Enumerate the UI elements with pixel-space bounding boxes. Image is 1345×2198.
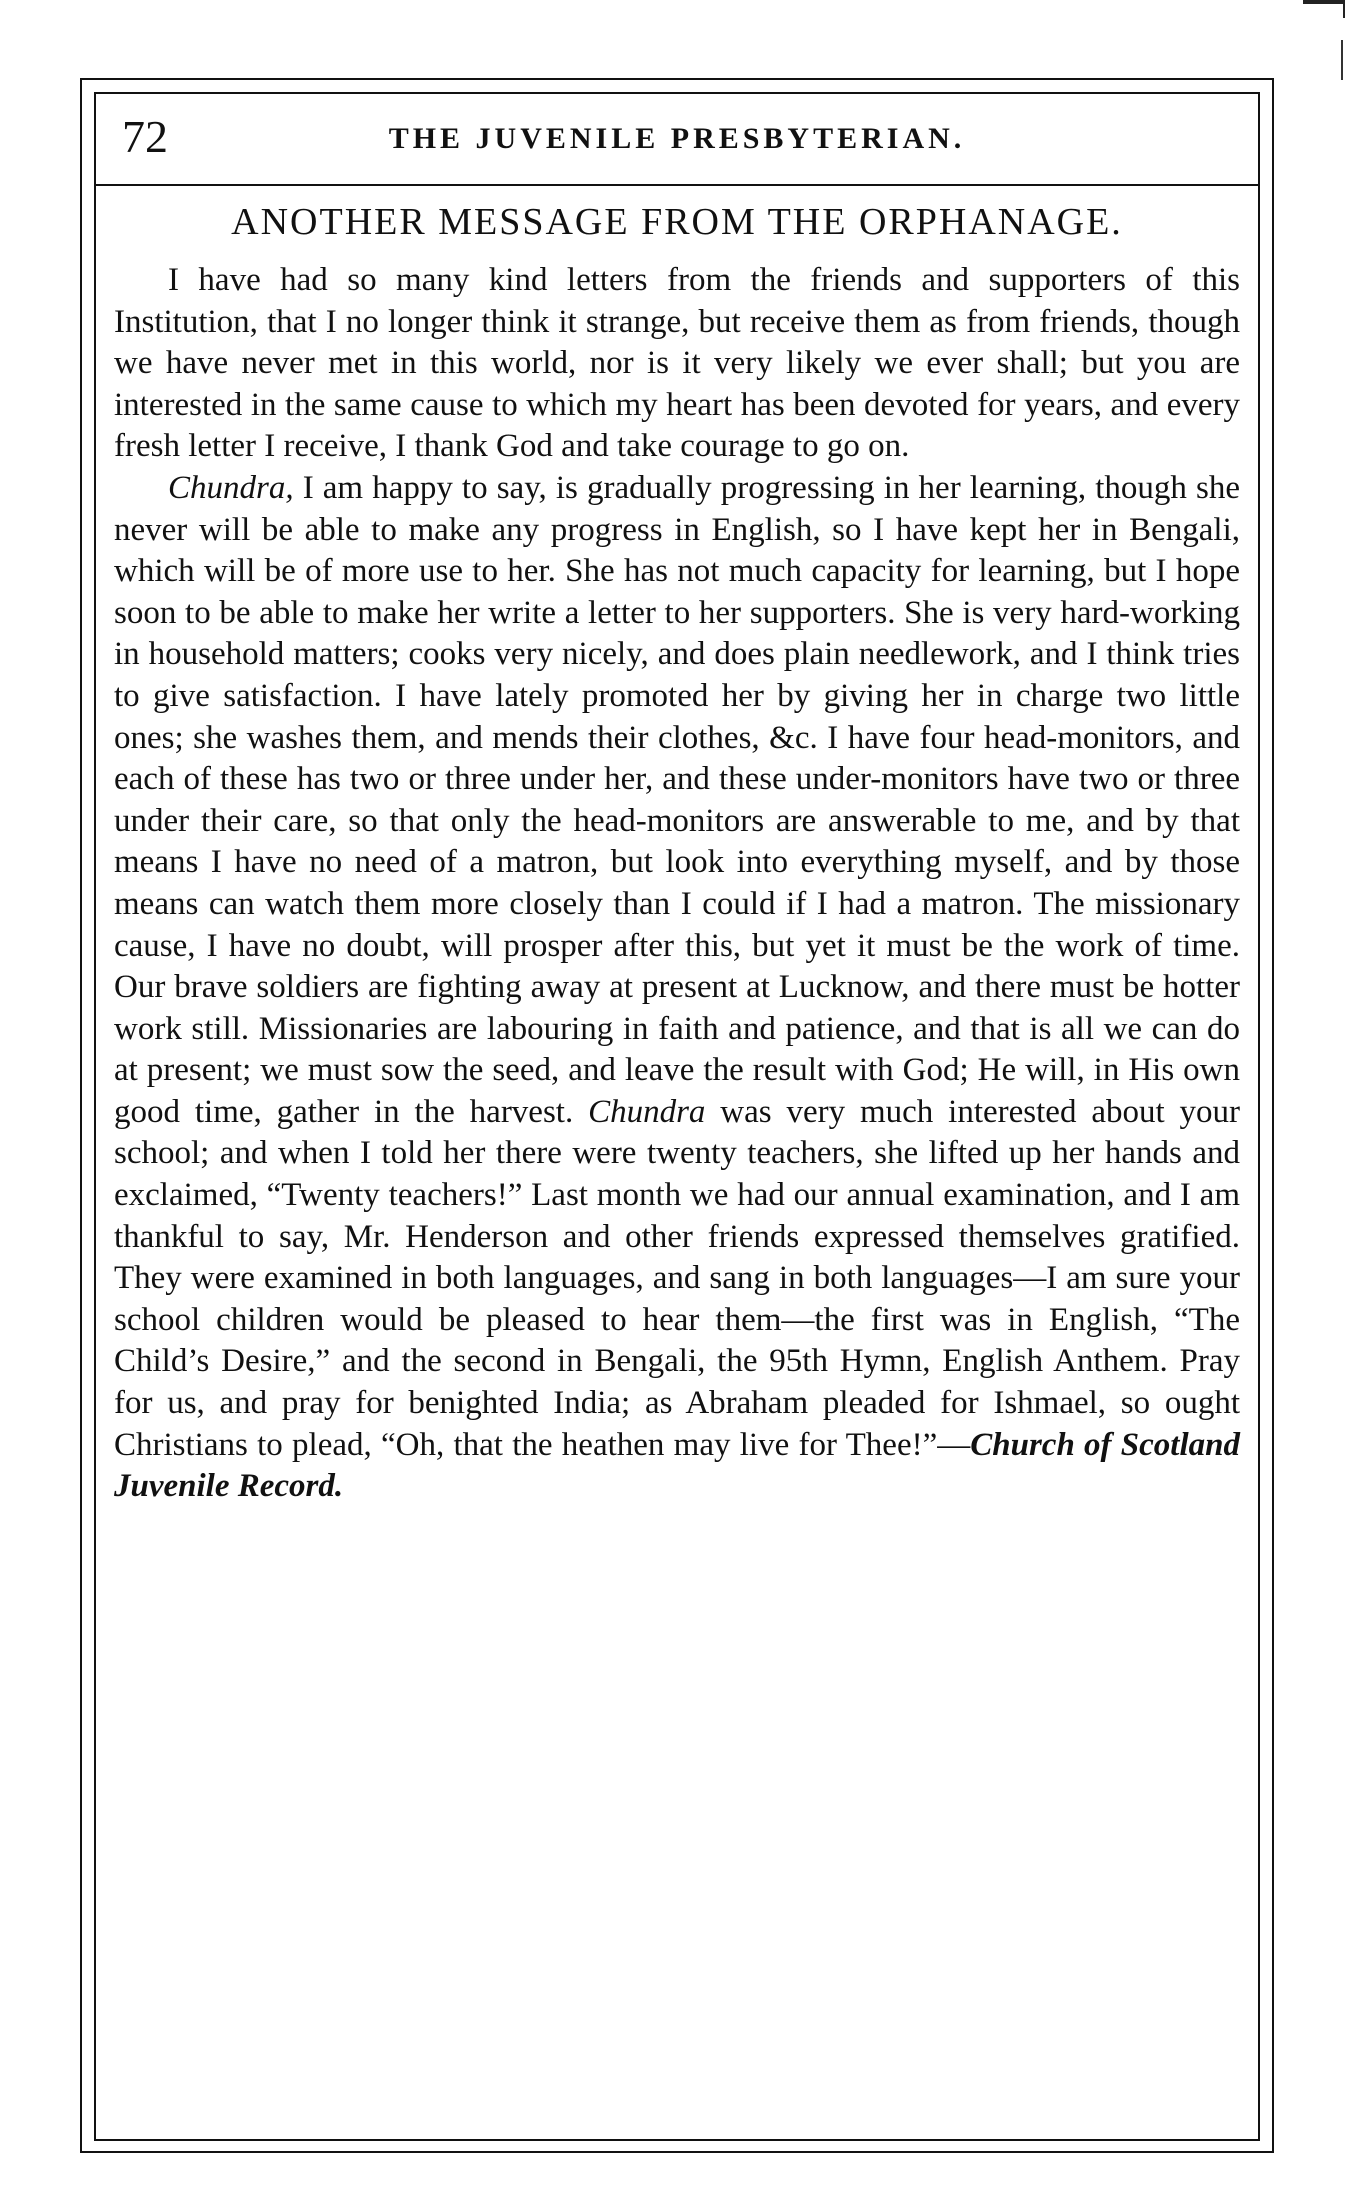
scan-edge-mark — [1303, 0, 1345, 18]
name-chundra: Chundra, — [168, 469, 294, 506]
page-number: 72 — [122, 111, 168, 162]
source-citation: Church of Scotland Juvenile Record. — [114, 1426, 1240, 1505]
paragraph-2-text-a: I am happy to say, is gradually progressing in her learning, though she never will be able to make any progress in English, so I have kept her in Bengali, which will be of more use to her. She has not much capacity for learning, but I hope soon to be able to make her write a letter to her supporters. She is very hard-working in household matters; cooks very nicely, and does plain needlework, and I think tries to give satisfaction. I have lately promoted her by giving her in charge two little ones; she washes them, and mends their clothes, &c. I have four head-monitors, and each of these has two or three under her, and these under-monitors have two or three under their care, so that only the head-monitors are answerable to me, and by that means I have no need of a matron, but look into everything myself, and by those means can watch them more closely than I could if I had a matron. The missionary cause, I have no doubt, will prosper after this, but yet it must be the work of time. Our brave soldiers are fighting away at present at Lucknow, and there must be hotter work still. Missionaries are labouring in faith and patience, and that is all we can do at present; we must sow the seed, and leave the result with God; He will, in His own good time, gather in the harvest. — [114, 469, 1240, 1130]
scan-edge-line — [1341, 40, 1343, 80]
paragraph-2 — [114, 468, 1240, 1508]
paragraph-2-text-b: was very much interested about your school; and when I told her there were twenty teachers, she lifted up her hands and exclaimed, “Twenty teachers!” Last month we had our annual examination, and I am thankful to say, Mr. Henderson and other friends expressed themselves gratified. They were examined in both languages, and sang in both languages—I am sure your school children would be pleased to hear them—the first was in English, “The Child’s Desire,” and the second in Bengali, the 95th Hymn, English Anthem. Pray for us, and pray for benighted India; as Abraham pleaded for Ishmael, so ought Christians to plead, “Oh, that the heathen may live for Thee!”— — [114, 1093, 1240, 1463]
paragraph-1: I have had so many kind letters from the friends and supporters of this Institution, that I no longer think it strange, but receive them as from friends, though we have never met in this world, nor is it very likely we ever shall; but you are interested in the same cause to which my heart has been devoted for years, and every fresh letter I receive, I thank God and take courage to go on. — [114, 262, 1240, 465]
article — [114, 200, 1240, 1508]
running-title: THE JUVENILE PRESBYTERIAN. — [388, 122, 966, 155]
page-header — [94, 100, 1260, 186]
article-title: ANOTHER MESSAGE FROM THE ORPHANAGE. — [231, 201, 1123, 243]
name-chundra-2: Chundra — [588, 1093, 706, 1130]
